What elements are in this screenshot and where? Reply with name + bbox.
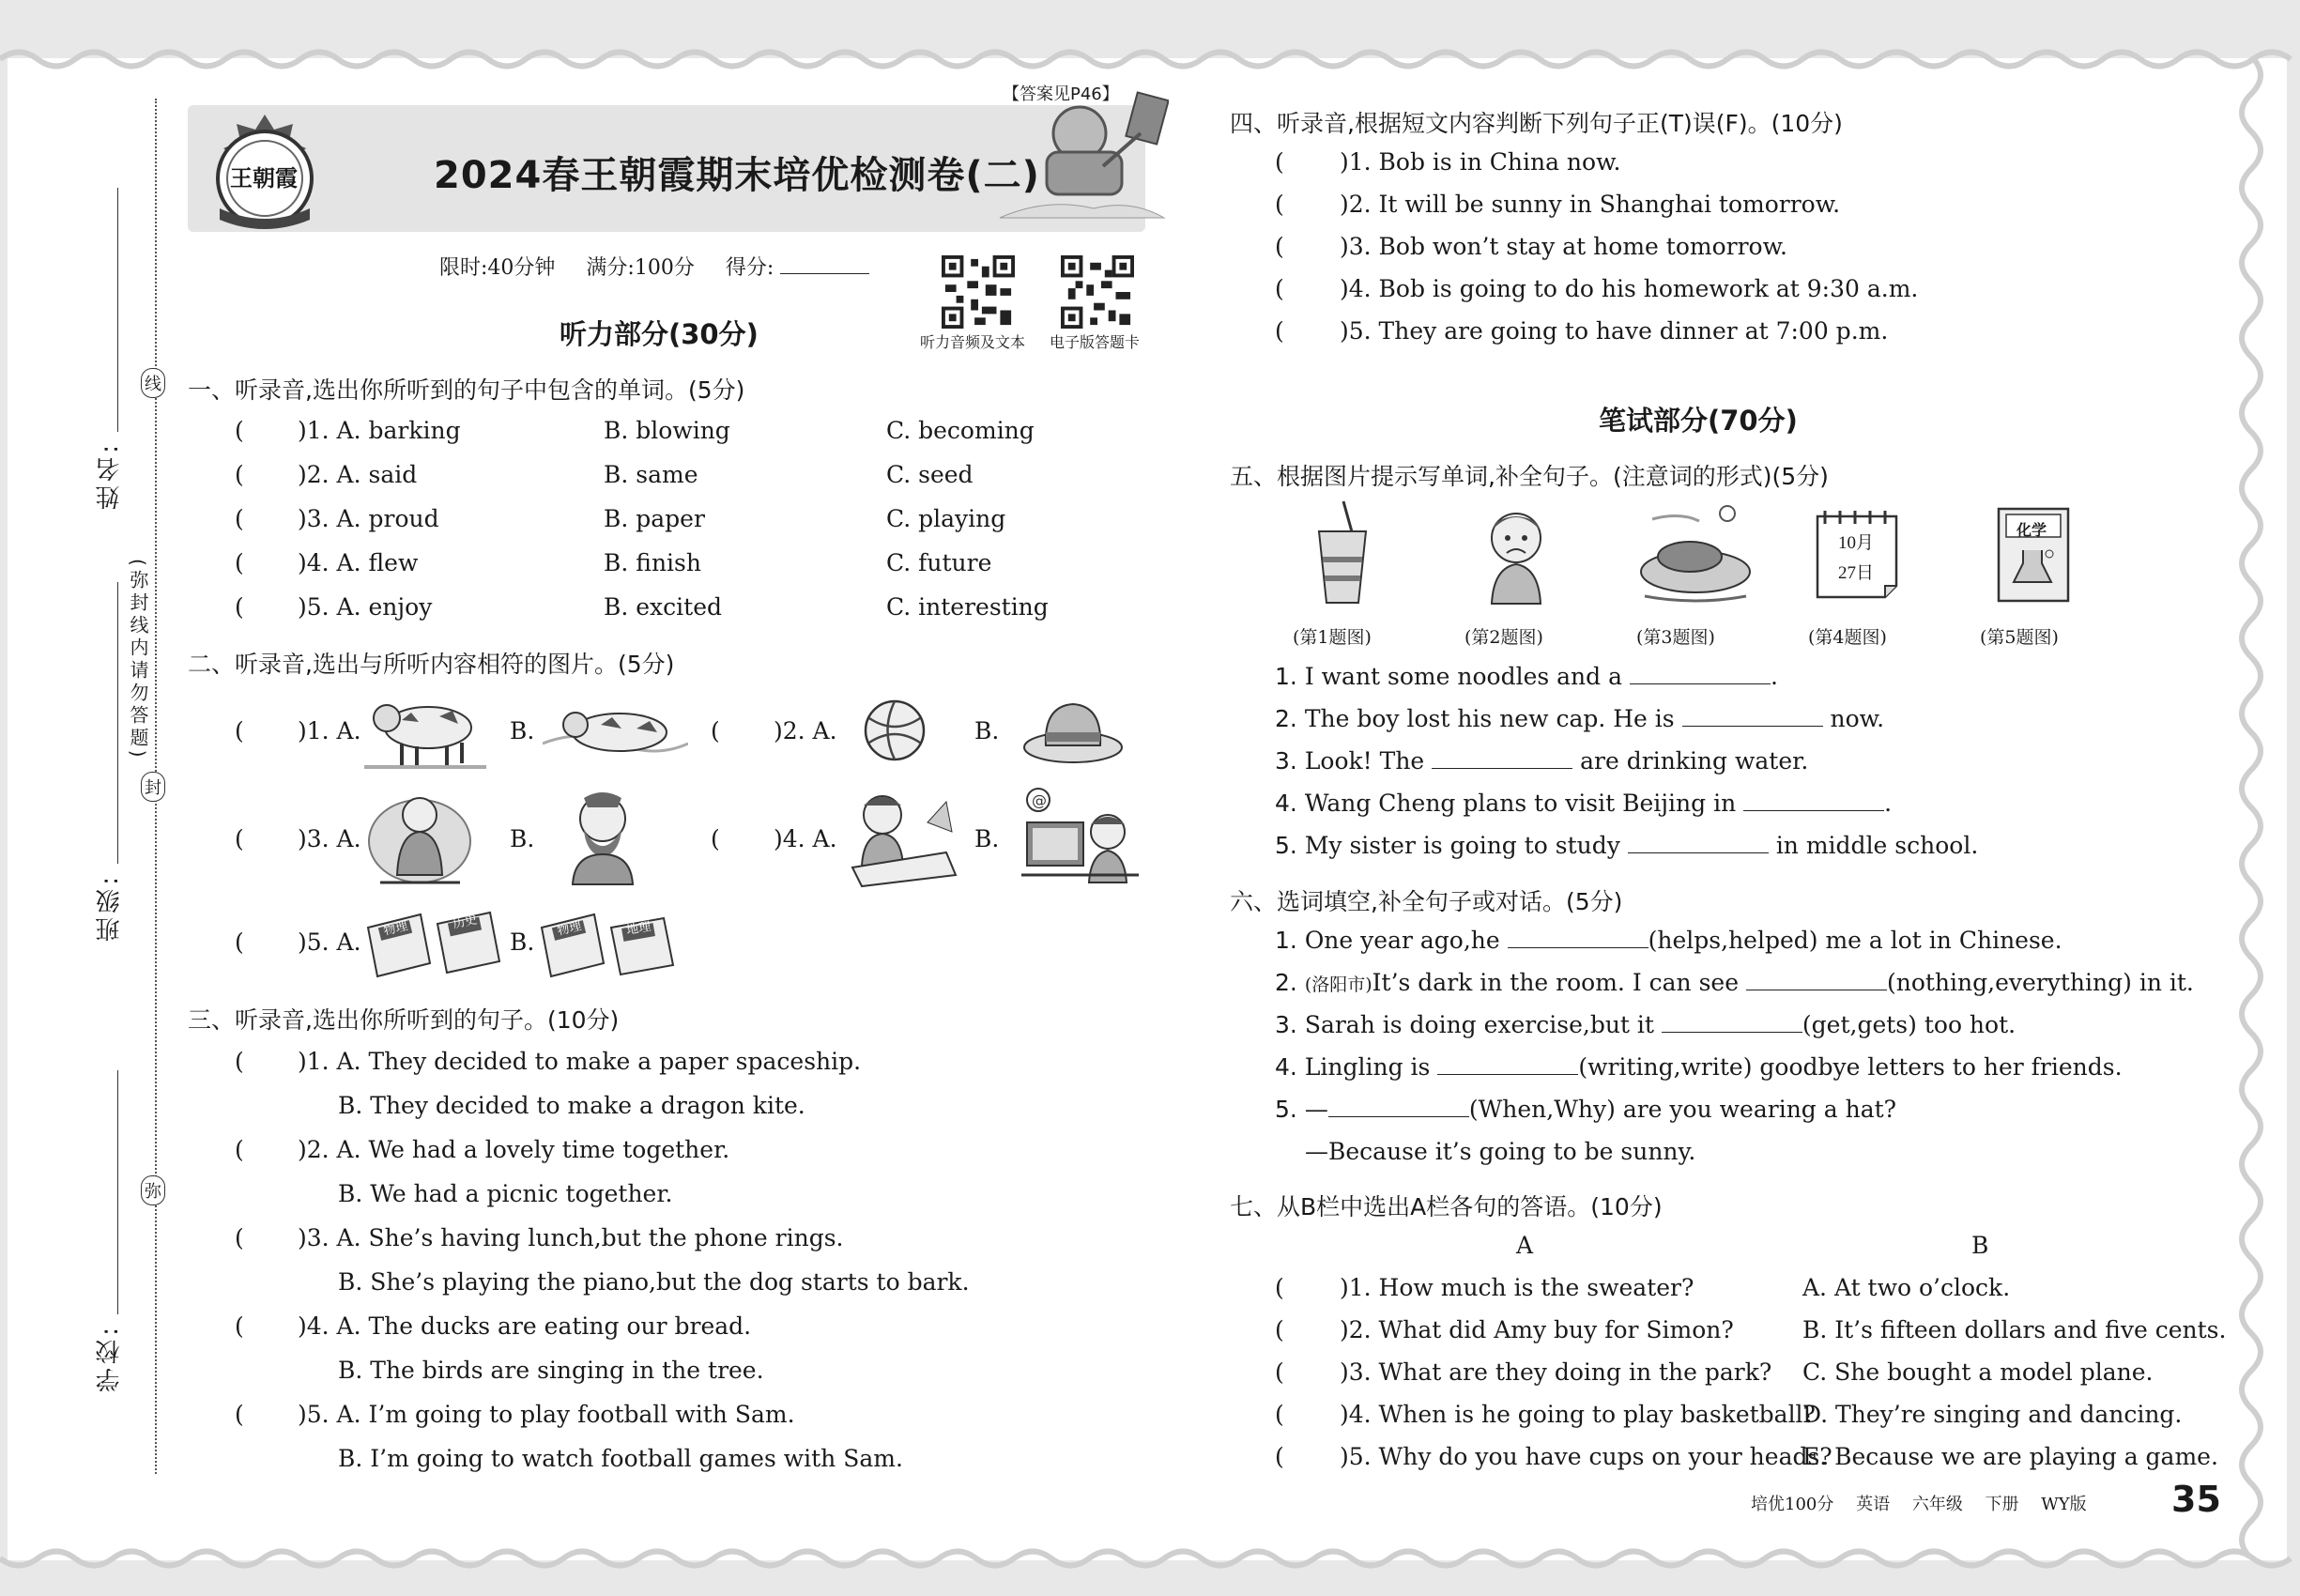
answer-blank[interactable]: [1662, 1011, 1802, 1033]
chemistry-book-title: 化学: [2016, 521, 2047, 539]
caption-2: (第2题图): [1464, 627, 1543, 648]
s7-a-4: )4. When is he going to play basketball?: [1340, 1401, 1816, 1428]
answer-paren[interactable]: (: [235, 1136, 244, 1163]
bottom-wave-border: [0, 1544, 2300, 1573]
s3-q3-b: B. She’s playing the piano,but the dog starts to bark.: [338, 1268, 970, 1296]
answer-paren[interactable]: (: [1275, 148, 1284, 176]
s5-item-4: 4. Wang Cheng plans to visit Beijing in .: [1275, 790, 1893, 817]
section-3-heading: 三、听录音,选出你所听到的句子。(10分): [188, 1006, 620, 1034]
logo-text: 王朝霞: [230, 164, 298, 192]
s1-item-5-b: B. excited: [604, 593, 723, 621]
answer-paren[interactable]: (: [1275, 191, 1284, 218]
class-label: 班级:: [96, 873, 124, 942]
s1-item-3-b: B. paper: [604, 505, 705, 532]
section-7-heading: 七、从B栏中选出A栏各句的答语。(10分): [1230, 1193, 1663, 1220]
answer-paren[interactable]: (: [235, 1401, 244, 1428]
answer-paren[interactable]: (: [1275, 1401, 1284, 1428]
s6-answer-line: —Because it’s going to be sunny.: [1305, 1138, 1696, 1165]
answer-blank[interactable]: [1432, 747, 1572, 769]
answer-blank[interactable]: [1328, 1096, 1469, 1117]
s3-q3-a: )3. A. She’s having lunch,but the phone rings.: [298, 1224, 844, 1251]
s2-q5-b: B.: [510, 928, 535, 956]
answer-paren[interactable]: (: [1275, 1316, 1284, 1343]
s3-q4-a: )4. A. The ducks are eating our bread.: [298, 1312, 752, 1340]
s4-item-5: )5. They are going to have dinner at 7:00 p.m.: [1340, 317, 1889, 345]
sad-boy-image: [1479, 502, 1554, 606]
answer-blank[interactable]: [1628, 832, 1769, 853]
region-tag: (洛阳市): [1304, 974, 1372, 995]
answer-ref: 【答案见P46】: [1003, 84, 1119, 104]
s3-q2-b: B. We had a picnic together.: [338, 1180, 673, 1207]
score-label: 得分:: [725, 256, 774, 280]
book-label-b1: 物理: [556, 919, 583, 939]
ball-image: [862, 698, 928, 763]
s1-item-5-c: C. interesting: [886, 593, 1049, 621]
answer-paren[interactable]: (: [235, 1048, 244, 1075]
answer-blank[interactable]: [1682, 705, 1823, 727]
animals-drinking-image: [1633, 502, 1756, 606]
right-wave-border: [2232, 56, 2270, 1558]
page-number: 35: [2171, 1479, 2221, 1520]
calendar-day: 27日: [1838, 563, 1875, 583]
s6-item-4: 4. Lingling is (writing,write) goodbye letters to her friends.: [1275, 1053, 2123, 1081]
written-title: 笔试部分(70分): [1599, 405, 1798, 437]
s1-item-1-b: B. blowing: [604, 417, 730, 444]
cow-lying-image: [543, 697, 688, 762]
answer-paren[interactable]: (: [1275, 317, 1284, 345]
class-line: [117, 582, 118, 864]
book-label-b2: 地理: [625, 919, 652, 939]
name-label: 姓名:: [96, 441, 124, 510]
answer-paren[interactable]: (: [1275, 1443, 1284, 1470]
top-wave-border: [0, 45, 2300, 73]
s2-q2-label: )2. A.: [774, 717, 837, 744]
answer-blank[interactable]: [1743, 790, 1884, 811]
mark-xian: 线: [141, 368, 165, 398]
answer-paren[interactable]: (: [711, 717, 720, 744]
s1-item-3-c: C. playing: [886, 505, 1006, 532]
answer-paren[interactable]: (: [235, 928, 244, 956]
answer-paren[interactable]: (: [1275, 1274, 1284, 1301]
s4-item-2: )2. It will be sunny in Shanghai tomorrow.: [1340, 191, 1841, 218]
answer-paren[interactable]: (: [235, 825, 244, 852]
s7-a-3: )3. What are they doing in the park?: [1340, 1358, 1772, 1386]
book-label-a1: 物理: [382, 919, 409, 939]
s6-item-5: 5. — (When,Why) are you wearing a hat?: [1275, 1096, 1897, 1123]
answer-paren[interactable]: (: [1275, 275, 1284, 302]
s7-a-5: )5. Why do you have cups on your heads?: [1340, 1443, 1832, 1470]
book-label-a2: 历史: [452, 913, 479, 932]
name-line: [117, 188, 118, 432]
qr-code-answer-card[interactable]: [1061, 255, 1134, 329]
hat-image: [1021, 693, 1125, 768]
qr2-label: 电子版答题卡: [1050, 333, 1141, 351]
s2-q4-b: B.: [974, 825, 1000, 852]
mark-feng: 封: [141, 772, 165, 802]
answer-blank[interactable]: [1508, 927, 1648, 948]
exam-title: 2024春王朝霞期末培优检测卷(二): [434, 154, 1040, 197]
boy-writing-image: [843, 785, 960, 888]
s2-q1-b: B.: [510, 717, 535, 744]
info-line: [439, 252, 869, 281]
s7-b-5: E. Because we are playing a game.: [1802, 1443, 2218, 1470]
mark-mi: 弥: [141, 1175, 165, 1205]
boy-computer-image: [1021, 785, 1139, 888]
answer-paren[interactable]: (: [235, 461, 244, 488]
books-a-image: [364, 907, 505, 982]
calendar-month: 10月: [1838, 533, 1875, 553]
column-a-label: A: [1516, 1232, 1534, 1259]
page-footer: [1751, 1491, 2087, 1515]
column-b-label: B: [1971, 1232, 1989, 1259]
answer-blank[interactable]: [1630, 663, 1771, 684]
s5-item-3: 3. Look! The are drinking water.: [1275, 747, 1809, 775]
caption-4: (第4题图): [1808, 627, 1887, 648]
s7-a-2: )2. What did Amy buy for Simon?: [1340, 1316, 1734, 1343]
s2-q4-label: )4. A.: [774, 825, 837, 852]
books-b-image: [538, 907, 679, 982]
mascot-illustration: [990, 86, 1169, 227]
s1-item-2-b: B. same: [604, 461, 698, 488]
s7-a-1: )1. How much is the sweater?: [1340, 1274, 1694, 1301]
section-5-heading: 五、根据图片提示写单词,补全句子。(注意词的形式)(5分): [1230, 463, 1829, 490]
calendar-image: [1812, 507, 1906, 601]
old-man-scene-a-image: [361, 785, 479, 888]
s1-item-4-a: )4. A. flew: [298, 549, 419, 576]
drink-cup-image: [1310, 498, 1375, 610]
full-score: 满分:100分: [586, 256, 695, 280]
s1-item-4-c: C. future: [886, 549, 992, 576]
s3-q5-b: B. I’m going to watch football games with Sam.: [338, 1445, 903, 1472]
svg-text:@: @: [1032, 791, 1047, 809]
answer-paren[interactable]: (: [235, 1224, 244, 1251]
answer-paren[interactable]: (: [1275, 1358, 1284, 1386]
answer-paren[interactable]: (: [711, 825, 720, 852]
answer-paren[interactable]: (: [235, 717, 244, 744]
s1-item-2-a: )2. A. said: [298, 461, 418, 488]
no-answer-note: (弥封线内请勿答题): [127, 559, 149, 761]
answer-paren[interactable]: (: [1275, 233, 1284, 260]
section-4-heading: 四、听录音,根据短文内容判断下列句子正(T)误(F)。(10分): [1230, 110, 1843, 137]
s6-item-1: 1. One year ago,he (helps,helped) me a lot in Chinese.: [1275, 927, 2062, 954]
caption-3: (第3题图): [1636, 627, 1715, 648]
school-label: 学校:: [96, 1324, 124, 1392]
answer-blank[interactable]: [1437, 1053, 1578, 1075]
time-limit: 限时:40分钟: [439, 256, 556, 280]
footer-grade: 六年级: [1911, 1495, 1963, 1514]
s3-q1-b: B. They decided to make a dragon kite.: [338, 1092, 805, 1119]
qr-code-audio[interactable]: [942, 255, 1015, 329]
s5-item-5: 5. My sister is going to study in middle school.: [1275, 832, 1979, 859]
caption-1: (第1题图): [1293, 627, 1372, 648]
s7-b-1: A. At two o’clock.: [1802, 1274, 2011, 1301]
s1-item-3-a: )3. A. proud: [298, 505, 439, 532]
footer-edition: WY版: [2041, 1495, 2087, 1514]
s7-b-2: B. It’s fifteen dollars and five cents.: [1802, 1316, 2227, 1343]
section-2-heading: 二、听录音,选出与所听内容相符的图片。(5分): [188, 651, 675, 678]
s3-q4-b: B. The birds are singing in the tree.: [338, 1357, 764, 1384]
s3-q2-a: )2. A. We had a lovely time together.: [298, 1136, 730, 1163]
s7-b-4: D. They’re singing and dancing.: [1802, 1401, 2183, 1428]
s6-item-2: 2. (洛阳市)It’s dark in the room. I can see (nothing,everything) in it.: [1275, 969, 2194, 996]
answer-paren[interactable]: (: [235, 1312, 244, 1340]
s4-item-1: )1. Bob is in China now.: [1340, 148, 1621, 176]
listening-title: 听力部分(30分): [560, 318, 759, 350]
s3-q5-a: )5. A. I’m going to play football with Sam.: [298, 1401, 795, 1428]
s7-b-3: C. She bought a model plane.: [1802, 1358, 2154, 1386]
answer-paren[interactable]: (: [235, 549, 244, 576]
answer-paren[interactable]: (: [235, 417, 244, 444]
caption-5: (第5题图): [1980, 627, 2059, 648]
section-1-heading: 一、听录音,选出你所听到的句子中包含的单词。(5分): [188, 376, 745, 404]
s5-item-2: 2. The boy lost his new cap. He is now.: [1275, 705, 1885, 732]
s1-item-5-a: )5. A. enjoy: [298, 593, 433, 621]
s6-item-3: 3. Sarah is doing exercise,but it (get,gets) too hot.: [1275, 1011, 2016, 1038]
s2-q1-label: )1. A.: [298, 717, 361, 744]
section-6-heading: 六、选词填空,补全句子或对话。(5分): [1230, 888, 1623, 915]
s5-item-1: 1. I want some noodles and a .: [1275, 663, 1778, 690]
school-line: [117, 1070, 118, 1314]
footer-subject: 英语: [1856, 1495, 1891, 1514]
answer-blank[interactable]: [1746, 969, 1887, 990]
s4-item-3: )3. Bob won’t stay at home tomorrow.: [1340, 233, 1787, 260]
s2-q3-label: )3. A.: [298, 825, 361, 852]
s2-q5-label: )5. A.: [298, 928, 361, 956]
old-man-scene-b-image: [556, 787, 650, 885]
footer-series: 培优100分: [1751, 1495, 1834, 1514]
answer-paren[interactable]: (: [235, 505, 244, 532]
s1-item-1-c: C. becoming: [886, 417, 1035, 444]
s2-q3-b: B.: [510, 825, 535, 852]
answer-paren[interactable]: (: [235, 593, 244, 621]
s1-item-1-a: )1. A. barking: [298, 417, 461, 444]
cow-standing-image: [364, 690, 486, 770]
s3-q1-a: )1. A. They decided to make a paper spaceship.: [298, 1048, 862, 1075]
s1-item-4-b: B. finish: [604, 549, 701, 576]
score-blank[interactable]: [780, 253, 869, 274]
s4-item-4: )4. Bob is going to do his homework at 9:30 a.m.: [1340, 275, 1919, 302]
s2-q2-b: B.: [974, 717, 1000, 744]
footer-volume: 下册: [1985, 1495, 2019, 1514]
s1-item-2-c: C. seed: [886, 461, 974, 488]
qr1-label: 听力音频及文本: [920, 333, 1026, 351]
